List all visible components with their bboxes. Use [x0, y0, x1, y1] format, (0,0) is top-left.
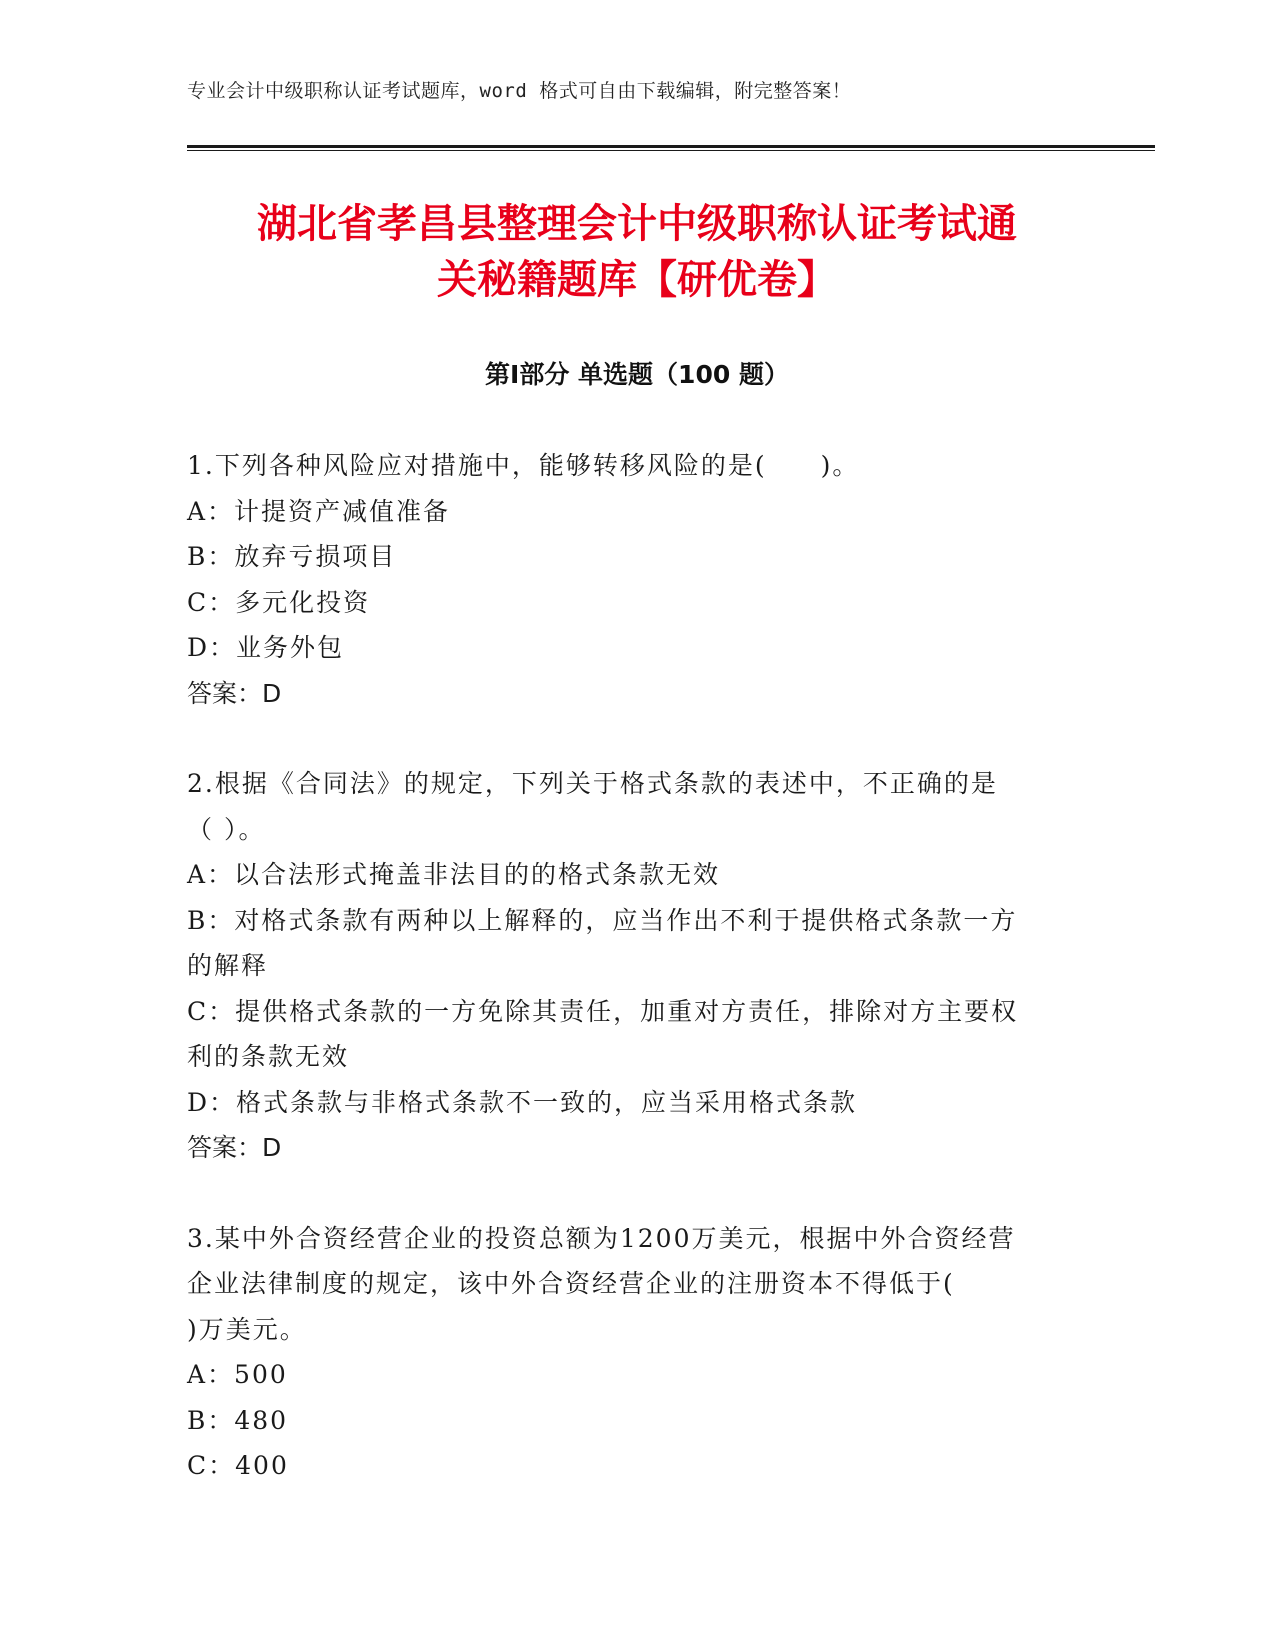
question-stem-line: （ ）。	[187, 814, 266, 844]
option-line: 利的条款无效	[187, 1042, 350, 1071]
option-line: A：计提资产减值准备	[187, 496, 451, 526]
option-line: B：对格式条款有两种以上解释的，应当作出不利于提供格式条款一方	[187, 905, 1018, 935]
option-line: D：格式条款与非格式条款不一致的，应当采用格式条款	[187, 1087, 858, 1117]
question-stem-line: 1.下列各种风险应对措施中，能够转移风险的是( )。	[187, 451, 860, 480]
question-stem-line: 3.某中外合资经营企业的投资总额为1200万美元，根据中外合资经营	[187, 1223, 1016, 1253]
question-stem-line: 2.根据《合同法》的规定，下列关于格式条款的表述中，不正确的是	[187, 769, 998, 798]
option-line: C：提供格式条款的一方免除其责任，加重对方责任，排除对方主要权	[187, 996, 1019, 1026]
question-block	[187, 1216, 1077, 1489]
document-title-line1: 湖北省孝昌县整理会计中级职称认证考试通	[257, 201, 1017, 247]
header-divider-thick	[187, 145, 1155, 148]
option-line: 的解释	[187, 951, 269, 980]
question-block	[187, 443, 1077, 716]
option-a	[187, 1352, 1077, 1398]
option-line: B：放弃亏损项目	[187, 542, 397, 571]
document-title-line2: 关秘籍题库【研优卷】	[437, 257, 837, 303]
option-a	[187, 489, 1077, 535]
question-stem	[187, 1216, 1077, 1353]
option-line: D：业务外包	[187, 633, 345, 662]
header-divider-thin	[187, 150, 1155, 151]
question-stem-line: 企业法律制度的规定，该中外合资经营企业的注册资本不得低于(	[187, 1269, 955, 1298]
option-line: C：多元化投资	[187, 587, 371, 617]
question-stem	[187, 761, 1077, 852]
option-line: A：以合法形式掩盖非法目的的格式条款无效	[187, 860, 721, 889]
option-b	[187, 534, 1077, 580]
question-block	[187, 761, 1077, 1171]
option-line: C：400	[187, 1451, 289, 1480]
answer: 答案：D	[187, 1133, 282, 1162]
question-list	[187, 443, 1077, 1534]
option-c	[187, 989, 1077, 1080]
option-line: B：480	[187, 1405, 289, 1435]
section-heading: 第Ⅰ部分 单选题（100 题）	[485, 360, 789, 389]
option-b	[187, 1398, 1077, 1444]
option-d	[187, 625, 1077, 671]
document-title	[187, 196, 1087, 308]
option-a	[187, 852, 1077, 898]
option-c	[187, 1443, 1077, 1489]
option-c	[187, 580, 1077, 626]
question-stem-line: )万美元。	[187, 1314, 307, 1344]
option-d	[187, 1080, 1077, 1126]
question-stem	[187, 443, 1077, 489]
option-b	[187, 898, 1077, 989]
header-note: 专业会计中级职称认证考试题库，word 格式可自由下载编辑，附完整答案！	[187, 80, 852, 102]
answer: 答案：D	[187, 678, 282, 708]
option-line: A：500	[187, 1360, 288, 1389]
